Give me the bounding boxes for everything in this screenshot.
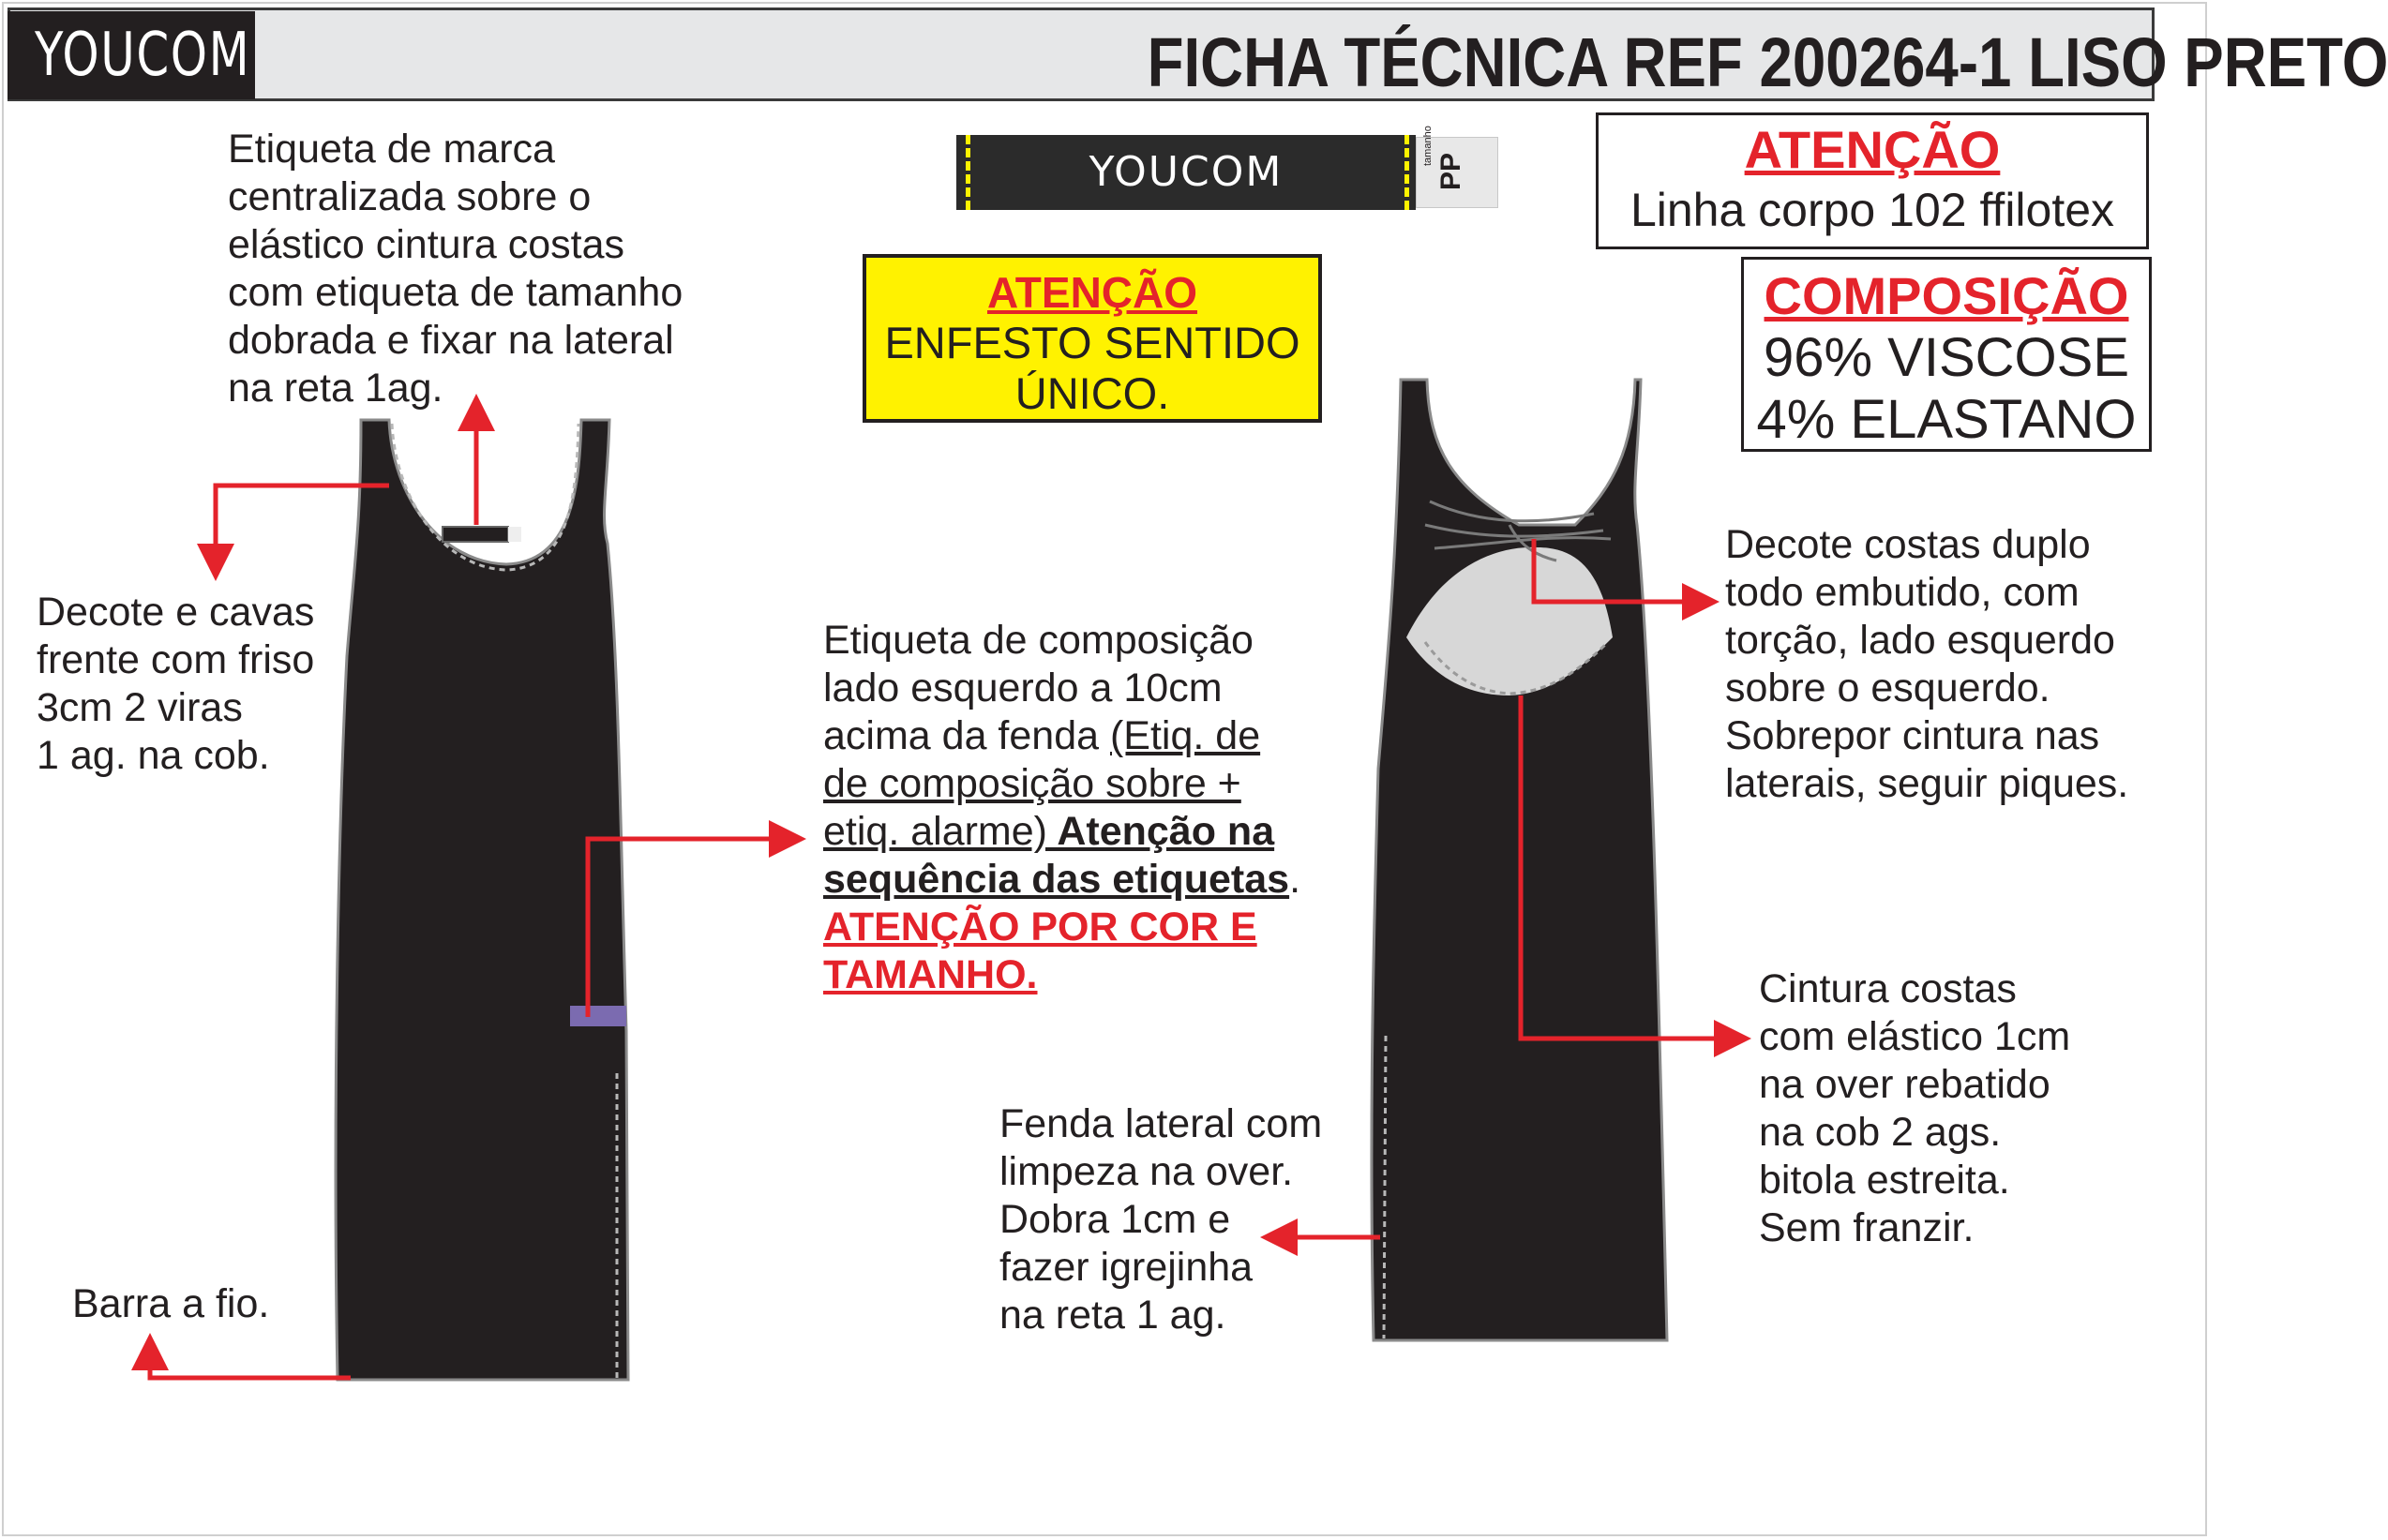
note-waist-back <box>1759 965 2070 1252</box>
note-waist-back-line: na cob 2 ags. <box>1759 1110 2002 1155</box>
arrow-hem <box>150 1342 351 1378</box>
note-side-slit-line: Dobra 1cm e <box>999 1197 1231 1242</box>
front-view-dress <box>336 420 628 1380</box>
note-back-neckline-line: Decote costas duplo <box>1725 522 2091 567</box>
note-side-slit-line: na reta 1 ag. <box>999 1293 1226 1338</box>
size-tab-value: PP <box>1435 152 1466 190</box>
note-side-slit-line: limpeza na over. <box>999 1149 1294 1194</box>
front-brand-label-mark <box>443 527 508 542</box>
note-brand-label-line: na reta 1ag. <box>228 366 443 411</box>
note-front-neckline-line: 1 ag. na cob. <box>37 733 270 778</box>
note-composition-line6-bold: sequência das etiquetas <box>823 857 1290 902</box>
spreading-warning-line1: ENFESTO SENTIDO <box>884 318 1300 367</box>
note-brand-label-line: elástico cintura costas <box>228 222 625 267</box>
composition-line1: 96% VISCOSE <box>1763 327 2130 388</box>
note-composition-line3-plain: acima da fenda <box>823 713 1110 758</box>
note-brand-label-line: centralizada sobre o <box>228 174 592 219</box>
note-brand-label-line: dobrada e fixar na lateral <box>228 318 674 363</box>
note-waist-back-line: na over rebatido <box>1759 1062 2050 1107</box>
note-composition-line5-bold: Atenção na <box>1046 809 1275 854</box>
note-brand-label-line: com etiqueta de tamanho <box>228 270 683 315</box>
note-composition-line5 <box>823 808 1300 856</box>
note-side-slit-line: Fenda lateral com <box>999 1101 1323 1146</box>
brand-logo-text: YOUCOM <box>35 21 251 90</box>
composition-title: COMPOSIÇÃO <box>1764 266 2129 325</box>
note-composition-line3-underlined: (Etiq. de <box>1109 713 1261 758</box>
composition-line2: 4% ELASTANO <box>1756 389 2137 450</box>
note-front-neckline-line: frente com friso <box>37 637 315 682</box>
note-back-neckline-line: torção, lado esquerdo <box>1725 618 2115 663</box>
note-side-slit <box>999 1100 1322 1339</box>
note-back-neckline-line: Sobrepor cintura nas <box>1725 713 2100 758</box>
sheet-title: FICHA TÉCNICA REF 200264-1 LISO PRETO <box>1147 23 2388 101</box>
note-composition-line5-underlined: etiq. alarme) <box>823 809 1047 854</box>
brand-label-text: YOUCOM <box>1089 148 1284 196</box>
note-side-slit-line: fazer igrejinha <box>999 1245 1254 1290</box>
note-back-neckline-line: laterais, seguir piques. <box>1725 761 2129 806</box>
note-back-neckline-line: sobre o esquerdo. <box>1725 665 2050 710</box>
note-front-neckline-line: Decote e cavas <box>37 590 315 635</box>
note-hem <box>72 1280 269 1328</box>
note-composition-line7: ATENÇÃO POR COR E <box>823 905 1257 949</box>
note-waist-back-line: Cintura costas <box>1759 966 2017 1011</box>
note-composition-line8: TAMANHO. <box>823 952 1038 997</box>
note-hem-line: Barra a fio. <box>72 1281 270 1326</box>
note-back-neckline <box>1725 521 2128 808</box>
size-tab-caption: tamanho <box>1422 126 1434 166</box>
note-waist-back-line: Sem franzir. <box>1759 1205 1975 1250</box>
spreading-warning-line2: ÚNICO. <box>1014 368 1170 418</box>
note-brand-label <box>228 126 683 412</box>
note-composition-line6-end: . <box>1289 857 1301 902</box>
note-front-neckline-line: 3cm 2 viras <box>37 685 243 730</box>
note-composition-line3 <box>823 712 1300 760</box>
front-dress-body <box>336 420 628 1380</box>
spreading-warning-title: ATENÇÃO <box>986 268 1198 317</box>
note-composition-label <box>823 617 1300 999</box>
note-brand-label-line: Etiqueta de marca <box>228 127 555 172</box>
note-front-neckline <box>37 589 314 780</box>
note-composition-line6 <box>823 856 1300 904</box>
note-composition-line4: de composição sobre + <box>823 761 1241 806</box>
note-composition-line2: lado esquerdo a 10cm <box>823 665 1223 710</box>
composition-tag-mark <box>570 1006 626 1026</box>
note-waist-back-line: com elástico 1cm <box>1759 1014 2071 1059</box>
front-size-label-mark <box>508 527 521 542</box>
note-waist-back-line: bitola estreita. <box>1759 1158 2010 1203</box>
note-composition-line1: Etiqueta de composição <box>823 618 1254 663</box>
thread-warning-title: ATENÇÃO <box>1744 120 2001 179</box>
note-back-neckline-line: todo embutido, com <box>1725 570 2080 615</box>
thread-warning-text: Linha corpo 102 ffilotex <box>1630 184 2115 236</box>
